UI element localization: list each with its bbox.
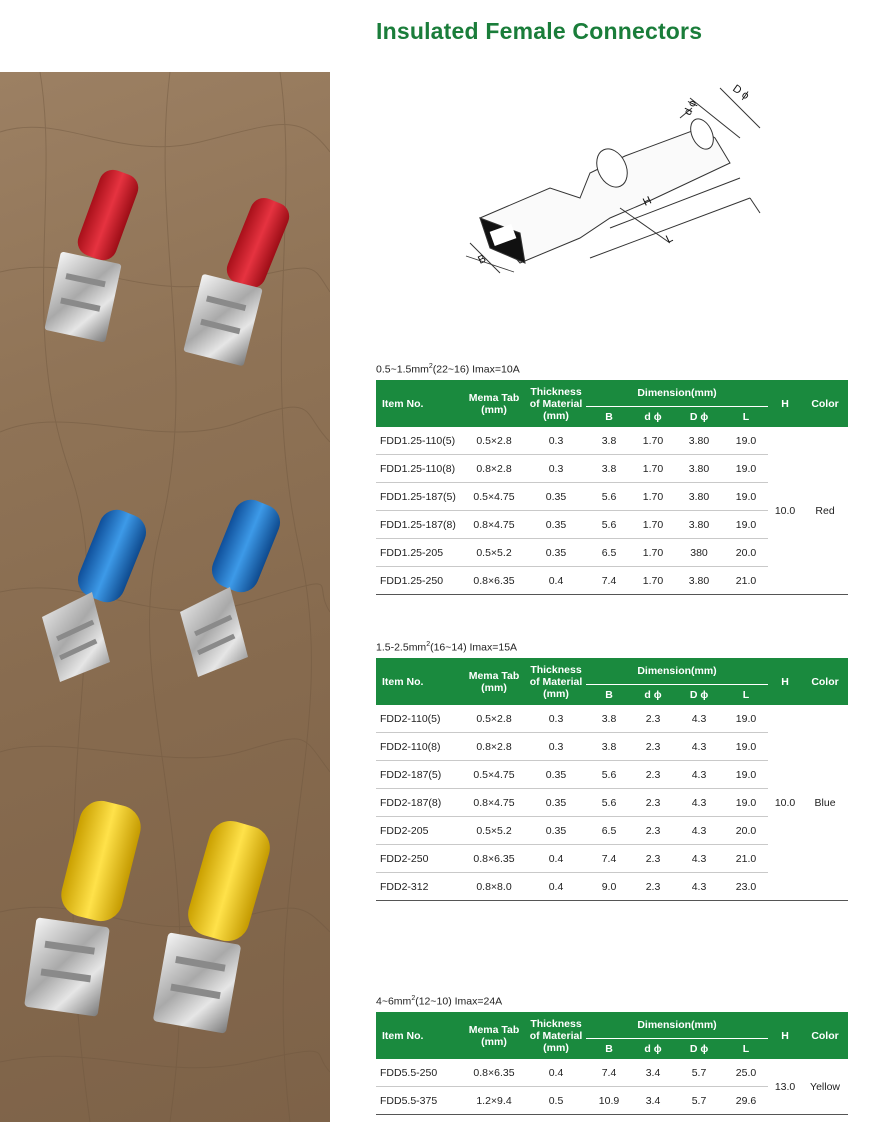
cell-b: 9.0 <box>586 873 632 901</box>
cell-item-no: FDD2-187(8) <box>376 789 462 817</box>
header-d-large: D ϕ <box>674 407 724 428</box>
cell-d-large: 5.7 <box>674 1059 724 1087</box>
cell-b: 6.5 <box>586 539 632 567</box>
cell-l: 21.0 <box>724 845 768 873</box>
cell-h: 10.0 <box>768 427 802 595</box>
spec-block-2 <box>376 636 848 901</box>
cell-l: 19.0 <box>724 427 768 455</box>
cell-item-no: FDD2-312 <box>376 873 462 901</box>
header-thickness: Thickness of Material (mm) <box>526 380 586 427</box>
header-l: L <box>724 407 768 428</box>
header-l: L <box>724 685 768 706</box>
cell-b: 7.4 <box>586 567 632 595</box>
header-thickness: Thickness of Material (mm) <box>526 1012 586 1059</box>
cell-l: 19.0 <box>724 733 768 761</box>
cell-thickness: 0.5 <box>526 1087 586 1115</box>
cell-color: Blue <box>802 705 848 901</box>
header-d-large: D ϕ <box>674 685 724 706</box>
cell-thickness: 0.3 <box>526 733 586 761</box>
spec-block-3 <box>376 990 848 1115</box>
cell-mema-tab: 0.8×8.0 <box>462 873 526 901</box>
cell-b: 3.8 <box>586 427 632 455</box>
cell-d-small: 2.3 <box>632 761 674 789</box>
cell-item-no: FDD1.25-250 <box>376 567 462 595</box>
cell-l: 29.6 <box>724 1087 768 1115</box>
cell-thickness: 0.35 <box>526 483 586 511</box>
spec-table-1 <box>376 380 848 595</box>
cell-b: 7.4 <box>586 845 632 873</box>
cell-thickness: 0.35 <box>526 817 586 845</box>
cell-d-large: 4.3 <box>674 789 724 817</box>
cell-thickness: 0.4 <box>526 873 586 901</box>
cell-b: 5.6 <box>586 761 632 789</box>
blue-connector-right <box>180 494 285 677</box>
cell-item-no: FDD2-250 <box>376 845 462 873</box>
cell-l: 21.0 <box>724 567 768 595</box>
cell-d-large: 4.3 <box>674 761 724 789</box>
header-b: B <box>586 1039 632 1060</box>
cell-item-no: FDD1.25-187(8) <box>376 511 462 539</box>
cell-item-no: FDD5.5-250 <box>376 1059 462 1087</box>
cell-mema-tab: 0.8×6.35 <box>462 1059 526 1087</box>
spec-table-body <box>376 705 848 901</box>
spec-caption: $1.5-2.5mm^2(16\sim 14)$ Imax=15A <box>376 641 518 654</box>
header-item-no: Item No. <box>376 658 462 705</box>
cell-d-large: 4.3 <box>674 705 724 733</box>
cell-item-no: FDD1.25-205 <box>376 539 462 567</box>
cell-d-small: 2.3 <box>632 845 674 873</box>
cell-l: 19.0 <box>724 511 768 539</box>
cell-item-no: FDD5.5-375 <box>376 1087 462 1115</box>
cell-mema-tab: 0.5×5.2 <box>462 539 526 567</box>
cell-thickness: 0.4 <box>526 845 586 873</box>
cell-d-large: 4.3 <box>674 817 724 845</box>
cell-b: 5.6 <box>586 789 632 817</box>
cell-mema-tab: 0.8×6.35 <box>462 845 526 873</box>
label-D: D ϕ <box>730 82 752 103</box>
cell-d-small: 2.3 <box>632 733 674 761</box>
cell-b: 10.9 <box>586 1087 632 1115</box>
dimension-diagram <box>440 78 780 308</box>
product-photo <box>0 72 330 1122</box>
header-mema-tab: Mema Tab (mm) <box>462 658 526 705</box>
cell-d-small: 1.70 <box>632 539 674 567</box>
cell-item-no: FDD2-110(8) <box>376 733 462 761</box>
spec-caption: $4\sim 6mm^2(12\sim 10)$ Imax=24A <box>376 995 503 1008</box>
cell-thickness: 0.3 <box>526 705 586 733</box>
cell-thickness: 0.4 <box>526 1059 586 1087</box>
cell-b: 5.6 <box>586 483 632 511</box>
header-d-large: D ϕ <box>674 1039 724 1060</box>
cell-l: 19.0 <box>724 705 768 733</box>
cell-thickness: 0.35 <box>526 511 586 539</box>
header-b: B <box>586 685 632 706</box>
cell-thickness: 0.3 <box>526 427 586 455</box>
yellow-connector-left <box>24 796 145 1016</box>
header-mema-tab: Mema Tab (mm) <box>462 380 526 427</box>
cell-mema-tab: 0.8×6.35 <box>462 567 526 595</box>
cell-d-large: 4.3 <box>674 873 724 901</box>
cell-thickness: 0.3 <box>526 455 586 483</box>
header-color: Color <box>802 1012 848 1059</box>
cell-l: 20.0 <box>724 539 768 567</box>
cell-mema-tab: 0.5×5.2 <box>462 817 526 845</box>
cell-d-small: 2.3 <box>632 873 674 901</box>
spec-table-3 <box>376 1012 848 1115</box>
cell-b: 7.4 <box>586 1059 632 1087</box>
table-row <box>376 705 848 733</box>
header-dimension: Dimension(mm) <box>586 658 768 685</box>
cell-mema-tab: 0.5×2.8 <box>462 705 526 733</box>
cell-d-large: 3.80 <box>674 511 724 539</box>
header-b: B <box>586 407 632 428</box>
header-item-no: Item No. <box>376 1012 462 1059</box>
cell-d-large: 5.7 <box>674 1087 724 1115</box>
cell-d-small: 2.3 <box>632 789 674 817</box>
label-B: B <box>476 252 488 267</box>
cell-item-no: FDD2-205 <box>376 817 462 845</box>
cell-l: 20.0 <box>724 817 768 845</box>
red-connector-left <box>44 166 142 343</box>
cell-d-small: 1.70 <box>632 511 674 539</box>
cell-h: 10.0 <box>768 705 802 901</box>
cell-d-large: 380 <box>674 539 724 567</box>
cell-d-large: 3.80 <box>674 567 724 595</box>
cell-d-small: 3.4 <box>632 1059 674 1087</box>
cell-l: 23.0 <box>724 873 768 901</box>
label-H: H <box>641 194 654 209</box>
red-connector-right <box>183 194 293 367</box>
cell-b: 3.8 <box>586 455 632 483</box>
cell-d-large: 3.80 <box>674 455 724 483</box>
cell-thickness: 0.35 <box>526 761 586 789</box>
cell-d-small: 2.3 <box>632 705 674 733</box>
cell-l: 19.0 <box>724 789 768 817</box>
cell-color: Yellow <box>802 1059 848 1115</box>
header-thickness: Thickness of Material (mm) <box>526 658 586 705</box>
spec-table-body <box>376 1059 848 1115</box>
cell-d-small: 1.70 <box>632 567 674 595</box>
cell-item-no: FDD1.25-110(8) <box>376 455 462 483</box>
cell-d-large: 4.3 <box>674 733 724 761</box>
header-l: L <box>724 1039 768 1060</box>
label-d: d ϕ <box>681 98 700 118</box>
header-mema-tab: Mema Tab (mm) <box>462 1012 526 1059</box>
cell-mema-tab: 0.8×2.8 <box>462 733 526 761</box>
cell-d-large: 4.3 <box>674 845 724 873</box>
header-item-no: Item No. <box>376 380 462 427</box>
cell-l: 19.0 <box>724 455 768 483</box>
cell-mema-tab: 0.8×4.75 <box>462 789 526 817</box>
header-d-small: d ϕ <box>632 1039 674 1060</box>
cell-thickness: 0.35 <box>526 539 586 567</box>
cell-d-small: 2.3 <box>632 817 674 845</box>
cell-color: Red <box>802 427 848 595</box>
header-d-small: d ϕ <box>632 407 674 428</box>
cell-mema-tab: 0.8×4.75 <box>462 511 526 539</box>
page-title: Insulated Female Connectors <box>376 18 703 44</box>
blue-connector-left <box>42 504 151 682</box>
cell-l: 19.0 <box>724 483 768 511</box>
cell-l: 19.0 <box>724 761 768 789</box>
header-dimension: Dimension(mm) <box>586 380 768 407</box>
header-color: Color <box>802 658 848 705</box>
header-h: H <box>768 380 802 427</box>
cell-b: 6.5 <box>586 817 632 845</box>
spec-block-1 <box>376 358 848 595</box>
table-row <box>376 1059 848 1087</box>
cell-d-small: 1.70 <box>632 483 674 511</box>
spec-table-body <box>376 427 848 595</box>
cell-mema-tab: 0.5×2.8 <box>462 427 526 455</box>
cell-item-no: FDD2-110(5) <box>376 705 462 733</box>
cell-d-small: 3.4 <box>632 1087 674 1115</box>
cell-d-small: 1.70 <box>632 427 674 455</box>
cell-thickness: 0.35 <box>526 789 586 817</box>
spec-caption: $0.5\sim 1.5mm^2(22\sim 16)$ Imax=10A <box>376 363 520 376</box>
cell-item-no: FDD1.25-187(5) <box>376 483 462 511</box>
label-L: L <box>664 232 675 246</box>
header-d-small: d ϕ <box>632 685 674 706</box>
cell-b: 5.6 <box>586 511 632 539</box>
header-dimension: Dimension(mm) <box>586 1012 768 1039</box>
cell-mema-tab: 0.5×4.75 <box>462 761 526 789</box>
cell-l: 25.0 <box>724 1059 768 1087</box>
cell-d-large: 3.80 <box>674 483 724 511</box>
cell-item-no: FDD2-187(5) <box>376 761 462 789</box>
cell-thickness: 0.4 <box>526 567 586 595</box>
header-h: H <box>768 1012 802 1059</box>
spec-table-2 <box>376 658 848 901</box>
table-row <box>376 427 848 455</box>
cell-mema-tab: 0.8×2.8 <box>462 455 526 483</box>
cell-b: 3.8 <box>586 705 632 733</box>
cell-mema-tab: 0.5×4.75 <box>462 483 526 511</box>
cell-h: 13.0 <box>768 1059 802 1115</box>
header-color: Color <box>802 380 848 427</box>
cell-d-large: 3.80 <box>674 427 724 455</box>
cell-d-small: 1.70 <box>632 455 674 483</box>
header-h: H <box>768 658 802 705</box>
yellow-connector-right <box>153 816 275 1034</box>
cell-item-no: FDD1.25-110(5) <box>376 427 462 455</box>
cell-b: 3.8 <box>586 733 632 761</box>
cell-mema-tab: 1.2×9.4 <box>462 1087 526 1115</box>
